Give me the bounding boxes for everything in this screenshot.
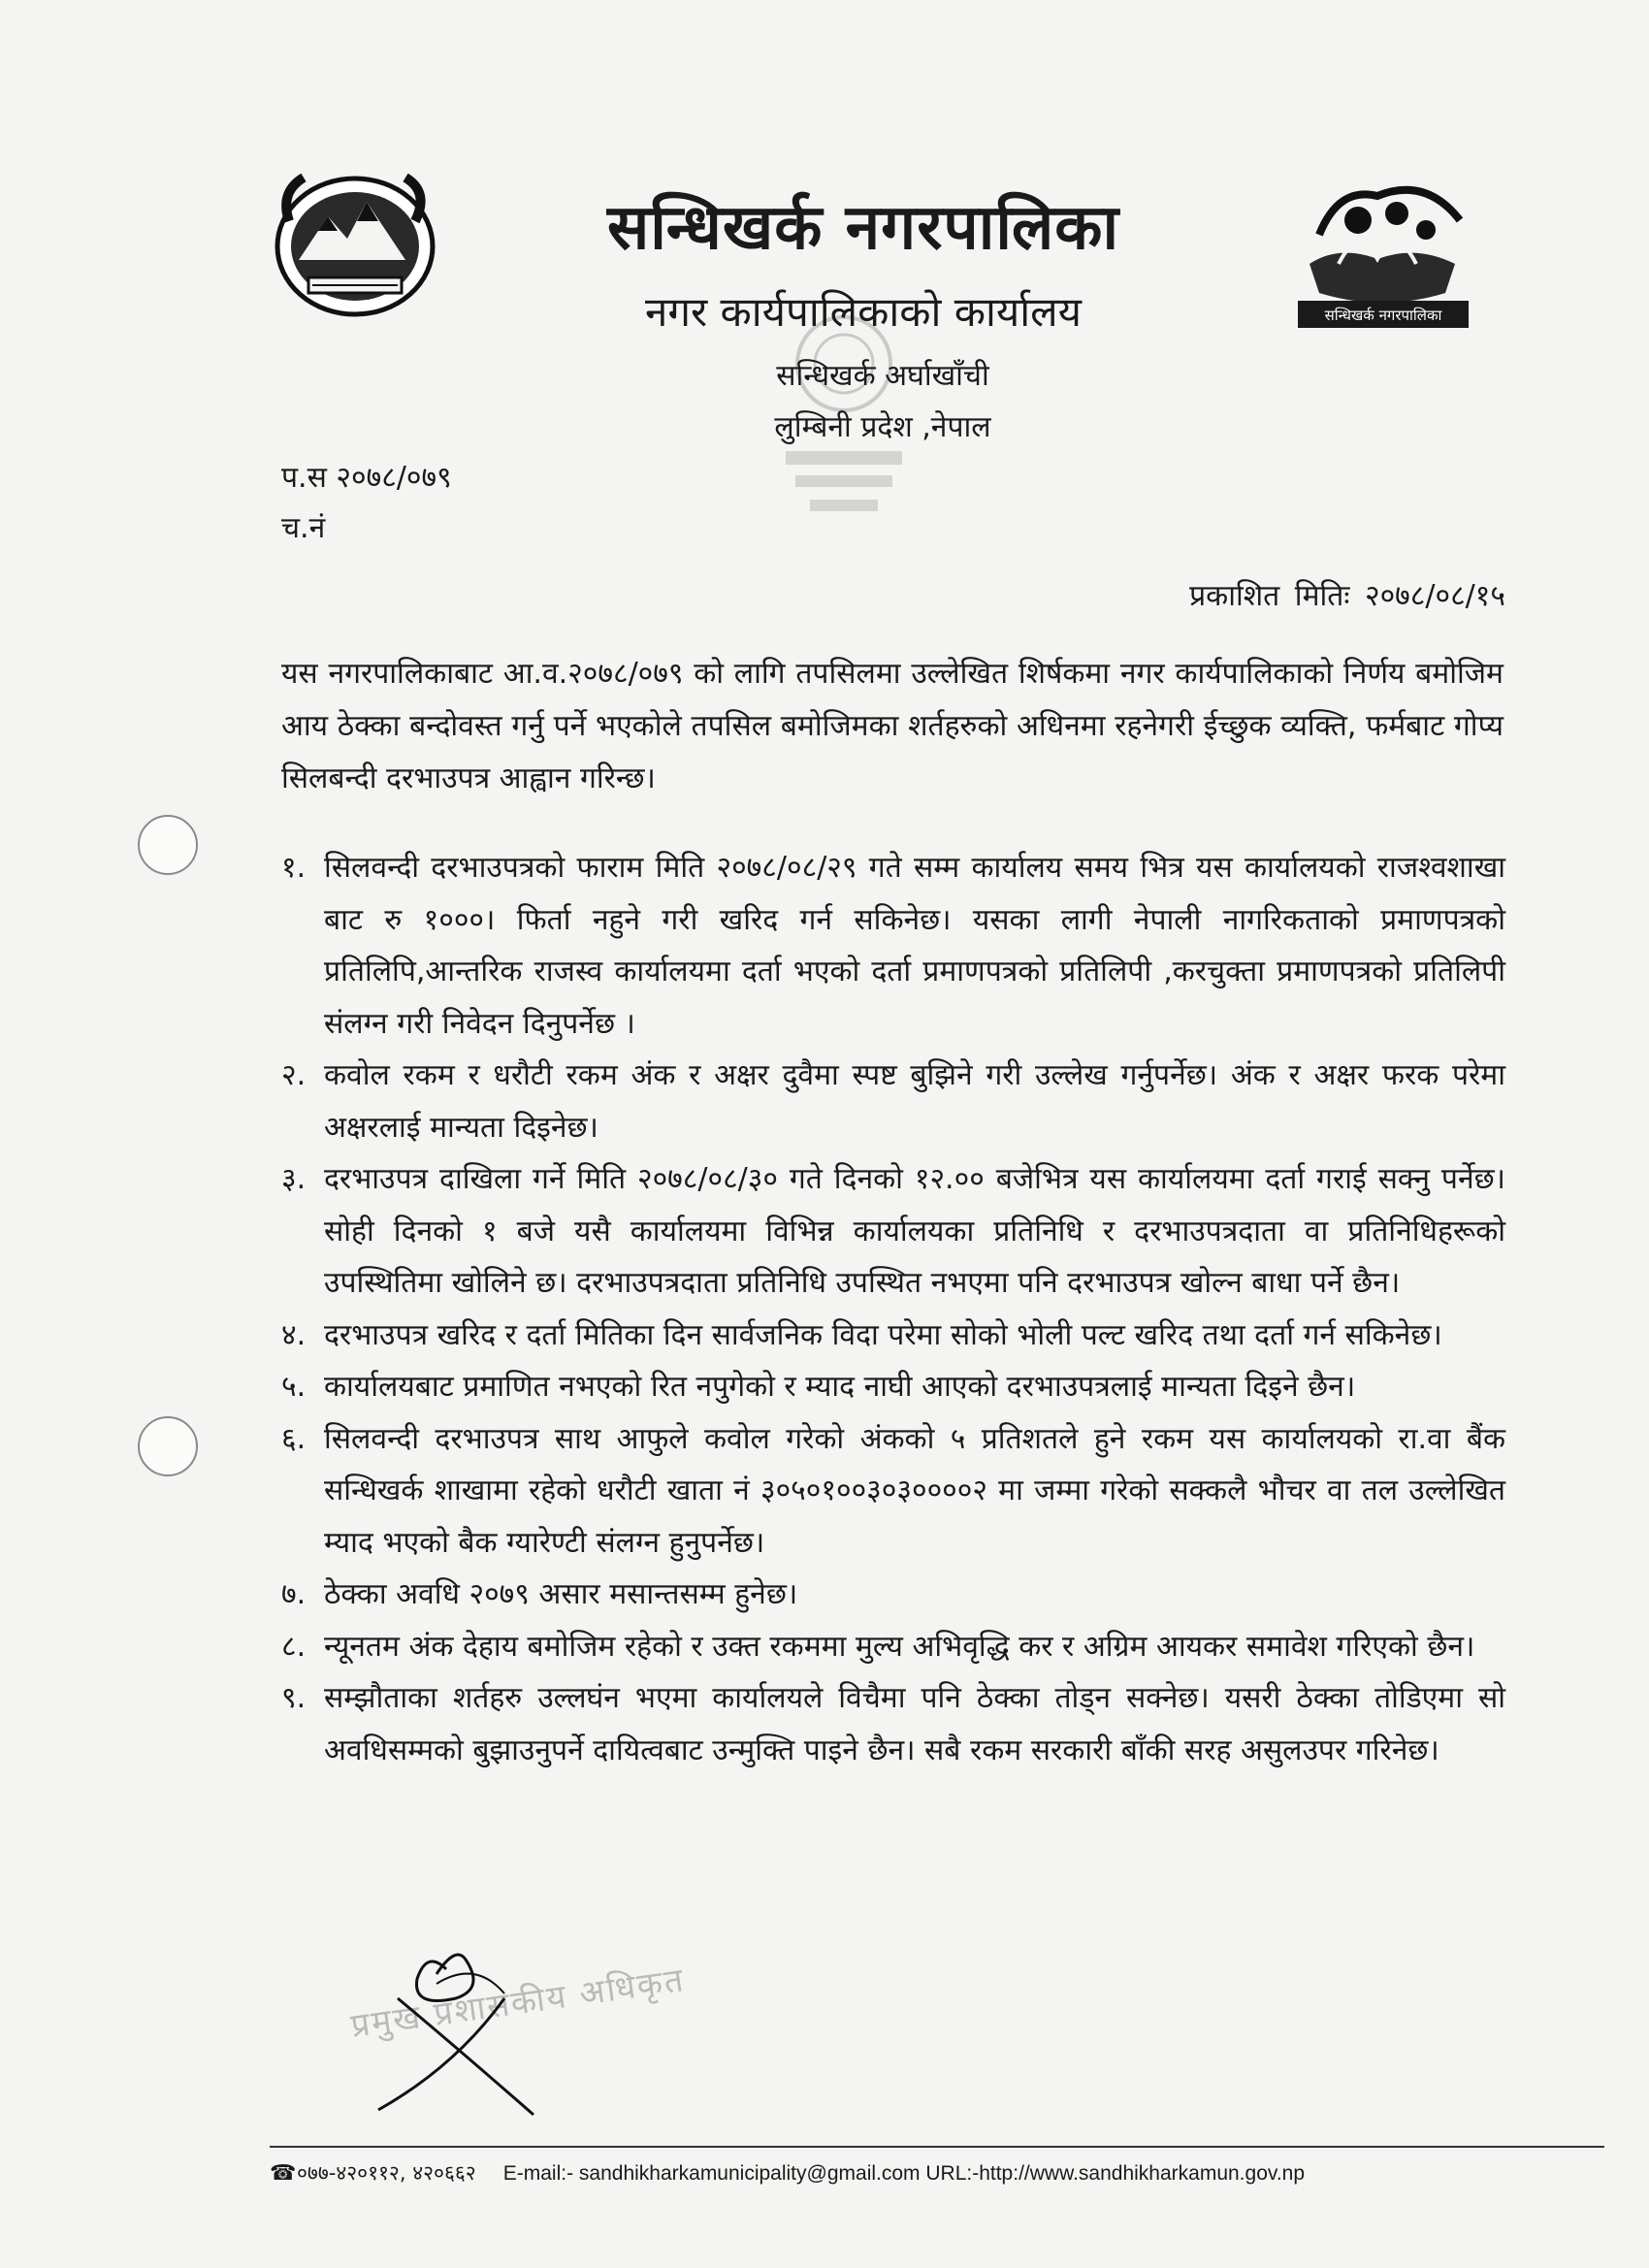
footer-email: E-mail:- sandhikharkamunicipality@gmail.com (502, 2162, 921, 2185)
item-text: सिलवन्दी दरभाउपत्र साथ आफुले कवोल गरेको अंकको ५ प्रतिशतले हुने रकम यस कार्यालयको रा.वा बैंक सन्धिखर्क शाखामा रहेको धरौटी खाता नं ३०५०१००३०३००००२ मा जम्मा गरेको सक्कलै भौचर वा तल उल्लेखित म्याद भएको बैक ग्यारेण्टी संलग्न हुनुपर्नेछ। (324, 1421, 1505, 1560)
footer (270, 2159, 1628, 2187)
item-number: १. (281, 851, 307, 885)
item-text: न्यूनतम अंक देहाय बमोजिम रहेको र उक्त रकममा मुल्य अभिवृद्धि कर र अग्रिम आयकर समावेश गरिएको छैन। (324, 1629, 1475, 1664)
item-number: ८. (281, 1629, 307, 1664)
list-item (281, 1569, 1505, 1621)
item-text: दरभाउपत्र दाखिला गर्ने मिति २०७८/०८/३० गते दिनको १२.०० बजेभित्र यस कार्यालयमा दर्ता गराई सक्नु पर्नेछ। सोही दिनको १ बजे यसै कार्यालयमा विभिन्न कार्यालयका प्रतिनिधि र दरभाउपत्रदाता वा प्रतिनिधिहरूको उपस्थितिमा खोलिने छ। दरभाउपत्रदाता प्रतिनिधि उपस्थित नभएमा पनि दरभाउपत्र खोल्न बाधा पर्ने छैन। (324, 1162, 1505, 1300)
office-subtitle: नगर कार्यपालिकाको कार्यालय (645, 288, 1082, 336)
list-item (281, 1153, 1505, 1310)
item-text: सिलवन्दी दरभाउपत्रको फाराम मिति २०७८/०८/२९ गते सम्म कार्यालय समय भित्र यस कार्यालयको राजश्वशाखा बाट रु १०००। फिर्ता नहुने गरी खरिद गर्न सकिनेछ। यसका लागी नेपाली नागरिकताको प्रमाणपत्रको प्रतिलिपि,आन्तरिक राजस्व कार्यालयमा दर्ता भएको दर्ता प्रमाणपत्रको प्रतिलिपी ,करचुक्ता प्रमाणपत्रको प्रतिलिपी संलग्न गरी निवेदन दिनुपर्नेछ । (324, 851, 1505, 1041)
punch-hole (138, 815, 198, 875)
item-number: ३. (281, 1162, 307, 1196)
list-item (281, 1621, 1505, 1673)
nepal-emblem-icon (270, 163, 439, 318)
punch-hole (138, 1416, 198, 1476)
dispatch-number: च.नं (281, 511, 326, 545)
list-item (281, 1310, 1505, 1362)
address-line-1: सन्धिखर्क अर्घाखाँची (776, 359, 989, 393)
intro-paragraph: यस नगरपालिकाबाट आ.व.२०७८/०७९ को लागि तपसिलमा उल्लेखित शिर्षकमा नगर कार्यपालिकाको निर्णय बमोजिम आय ठेक्का बन्दोवस्त गर्नु पर्ने भएकोले तपसिल बमोजिमका शर्तहरुको अधिनमा रहनेगरी ईच्छुक व्यक्ति, फर्मबाट गोप्य सिलबन्दी दरभाउपत्र आह्वान गरिन्छ। (281, 657, 1504, 795)
signature-icon (340, 1940, 650, 2124)
footer-url: URL:-http://www.sandhikharkamun.gov.np (925, 2162, 1306, 2185)
footer-divider (270, 2146, 1604, 2148)
telephone-icon: ☎ (270, 2160, 297, 2185)
page-title: सन्धिखर्क नगरपालिका (606, 192, 1120, 264)
published-date: प्रकाशित मितिः २०७८/०८/१५ (1189, 579, 1505, 613)
item-number: ४. (281, 1317, 307, 1352)
list-item (281, 842, 1505, 1050)
item-text: कवोल रकम र धरौटी रकम अंक र अक्षर दुवैमा स्पष्ट बुझिने गरी उल्लेख गर्नुपर्नेछ। अंक र अक्षर फरक परेमा अक्षरलाई मान्यता दिइनेछ। (324, 1058, 1505, 1145)
item-number: ६. (281, 1421, 307, 1456)
reference-number: प.स २०७८/०७९ (281, 461, 452, 495)
item-number: २. (281, 1058, 307, 1092)
municipality-logo-icon (1280, 167, 1484, 337)
item-text: सम्झौताका शर्तहरु उल्लघंन भएमा कार्यालयले विचैमा पनि ठेक्का तोड्न सक्नेछ। यसरी ठेक्का तोडिएमा सो अवधिसम्मको बुझाउनुपर्ने दायित्वबाट उन्मुक्ति पाइने छैन। सबै रकम सरकारी बाँकी सरह असुलउपर गरिनेछ। (324, 1681, 1505, 1767)
address-line-2: लुम्बिनी प्रदेश ,नेपाल (774, 410, 991, 444)
item-number: ७. (281, 1577, 307, 1611)
emblem-caption: सन्धिखर्क नगरपालिका (1324, 307, 1442, 324)
item-number: ५. (281, 1370, 307, 1404)
conditions-list (281, 842, 1505, 1776)
footer-phones: ०७७-४२०११२, ४२०६६२ (297, 2161, 476, 2185)
item-text: ठेक्का अवधि २०७९ असार मसान्तसम्म हुनेछ। (324, 1577, 798, 1611)
list-item (281, 1672, 1505, 1776)
list-item (281, 1413, 1505, 1570)
item-text: दरभाउपत्र खरिद र दर्ता मितिका दिन सार्वजनिक विदा परेमा सोको भोली पल्ट खरिद तथा दर्ता गर्न सकिनेछ। (324, 1317, 1442, 1352)
list-item (281, 1050, 1505, 1153)
signature-stamp: प्रमुख प्रशासकीय अधिकृत (348, 1960, 688, 2046)
item-text: कार्यालयबाट प्रमाणित नभएको रित नपुगेको र म्याद नाघी आएको दरभाउपत्रलाई मान्यता दिइने छैन। (324, 1370, 1356, 1404)
list-item (281, 1361, 1505, 1413)
item-number: ९. (281, 1681, 307, 1715)
